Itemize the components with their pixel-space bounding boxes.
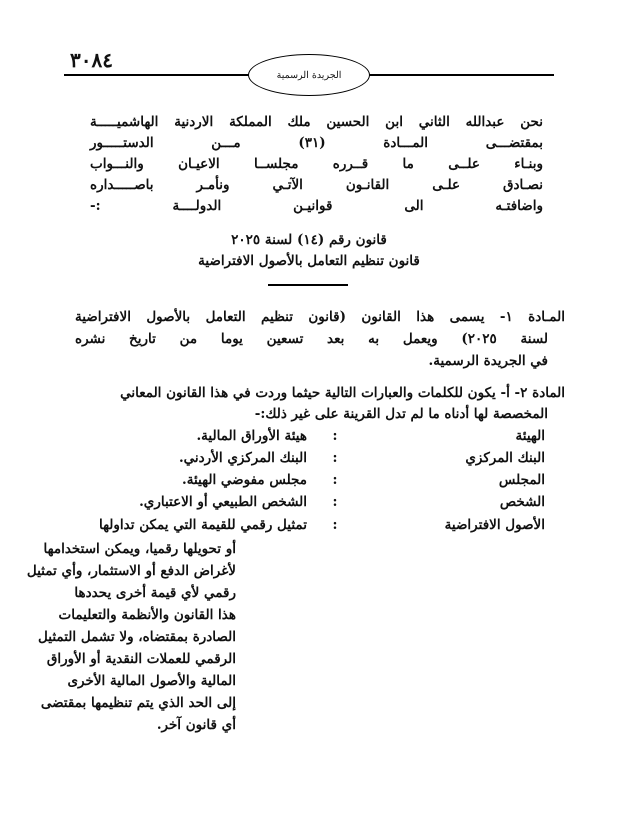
gazette-masthead-oval: [248, 54, 370, 96]
definition-continuation: هذا القانون والأنظمة والتعليمات: [58, 607, 236, 623]
preamble-line: واضافتـه الى قوانيـن الدولــــة :-: [90, 198, 543, 214]
law-title: قانون تنظيم التعامل بالأصول الافتراضية: [198, 253, 420, 269]
definition-row: [75, 472, 545, 493]
definition-continuation: أو تحويلها رقميا، ويمكن استخدامها: [43, 541, 236, 557]
preamble-line: وبنـاء علــى ما قــرره مجلســا الاعيـان والنـــواب: [90, 156, 543, 172]
definition-term: البنك المركزي: [465, 450, 545, 466]
definition-value: البنك المركزي الأردني.: [178, 450, 307, 466]
definition-term: الأصول الافتراضية: [444, 517, 545, 533]
preamble-line: بمقتضـــى المـــادة (٣١) مـــن الدستـــــور: [90, 135, 543, 151]
definition-continuation: الرقمي للعملات النقدية أو الأوراق: [46, 651, 236, 667]
article-1-line: المـادة ١- يسمى هذا القانون (قانون تنظيم التعامل بالأصول الافتراضية: [75, 309, 565, 325]
definition-colon: :: [332, 517, 338, 533]
page-number: ٣٠٨٤: [70, 48, 113, 72]
definition-colon: :: [332, 428, 338, 444]
definition-value: مجلس مفوضي الهيئة.: [182, 472, 307, 488]
article-2-line: المخصصة لها أدناه ما لم تدل القرينة على غير ذلك:-: [254, 406, 548, 422]
definition-colon: :: [332, 494, 338, 510]
definition-continuation: إلى الحد الذي يتم تنظيمها بمقتضى: [40, 695, 236, 711]
definition-row: [75, 428, 545, 449]
masthead-title: الجريدة الرسمية: [276, 69, 342, 81]
definition-term: الشخص: [499, 494, 545, 510]
preamble-line: نصـادق علـى القانـون الآتـي ونأمـر باصـــــداره: [90, 177, 543, 193]
header-rule-left: [64, 74, 252, 76]
definition-continuation: لأغراض الدفع أو الاستثمار، وأي تمثيل: [26, 563, 236, 579]
definition-colon: :: [332, 472, 338, 488]
definition-term: المجلس: [498, 472, 545, 488]
article-1-line: في الجريدة الرسمية.: [428, 353, 548, 369]
definition-continuation: رقمي لأي قيمة أخرى يحددها: [74, 585, 236, 601]
definition-row: [75, 450, 545, 471]
law-number: قانون رقم (١٤) لسنة ٢٠٢٥: [231, 232, 387, 248]
definition-colon: :: [332, 450, 338, 466]
title-divider: [268, 284, 348, 286]
article-1-line: لسنة ٢٠٢٥) ويعمل به بعد تسعين يوما من تاريخ نشره: [75, 331, 549, 347]
definition-term: الهيئة: [515, 428, 545, 444]
definition-row: [75, 517, 545, 538]
header-rule-right: [364, 74, 554, 76]
definition-continuation: المالية والأصول المالية الأخرى: [67, 673, 236, 689]
definition-value: تمثيل رقمي للقيمة التي يمكن تداولها: [98, 517, 307, 533]
definition-row: [75, 494, 545, 515]
definition-continuation: أي قانون آخر.: [156, 717, 236, 733]
preamble-line: نحن عبدالله الثاني ابن الحسين ملك المملكة الاردنية الهاشميـــــة: [90, 114, 543, 130]
article-2-line: المادة ٢- أ- يكون للكلمات والعبارات التالية حيثما وردت في هذا القانون المعاني: [120, 385, 565, 401]
definition-value: هيئة الأوراق المالية.: [196, 428, 307, 444]
definition-value: الشخص الطبيعي أو الاعتباري.: [139, 494, 307, 510]
definition-continuation: الصادرة بمقتضاه، ولا تشمل التمثيل: [38, 629, 236, 645]
